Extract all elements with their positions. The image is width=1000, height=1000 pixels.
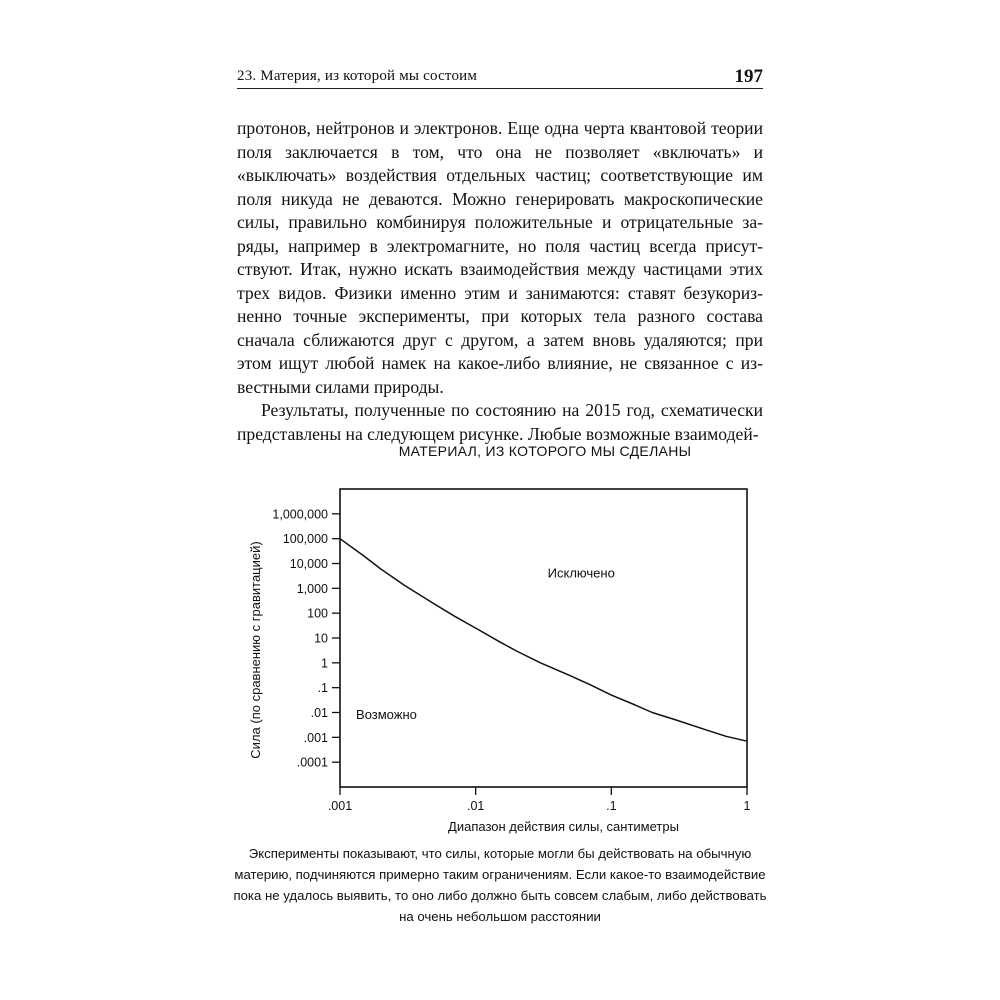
y-tick-label: .1	[317, 681, 328, 696]
y-tick-label: .0001	[296, 755, 328, 770]
y-tick-label: 1,000,000	[272, 507, 328, 522]
y-tick-label: 10,000	[289, 557, 328, 571]
x-axis-label: Диапазон действия силы, сантиметры	[448, 819, 679, 834]
y-tick-label: 100,000	[282, 532, 328, 547]
y-tick-label: 10	[314, 631, 328, 646]
plot-frame	[340, 489, 747, 787]
paragraph: Результаты, полученные по состоянию на 2015 год, схематически представлены на следующем рисунке. Любые возможные взаимодей-	[237, 400, 763, 444]
x-tick-label: 1	[743, 799, 751, 813]
figure-title: МАТЕРИАЛ, ИЗ КОТОРОГО МЫ СДЕЛАНЫ	[398, 443, 692, 459]
figure-caption: Эксперименты показывают, что силы, которые могли бы действовать на обычную материю, подчиняются примерно таким ограничениям. Если какое-то взаимодействие пока не удалось выявить, то оно либо должно быть совсем слабым, либо действовать на очень небольшом расстоянии	[233, 846, 767, 924]
y-axis-label: Сила (по сравнению с гравитацией)	[248, 541, 263, 759]
paragraph: протонов, нейтронов и электронов. Еще одна черта квантовой теории поля заключается в том, что она не позволяет «включать» и «выключать» воздействия отдельных частиц; соответствующие им поля никуда не деваются. Можно генерировать макроскопические силы, правильно комбинируя положительные и отрицательные заряды, например в электромагните, но поля частиц всегда присутствуют. Итак, нужно искать взаимодействия между частицами этих трех видов. Физики именно этим и занимаются: ставят безукоризненно точные эксперименты, при которых тела разного состава сначала сближаются друг с другом, а затем вновь удаляются; при этом ищут любой намек на какое-либо влияние, не связанное с известными силами природы.	[237, 118, 763, 397]
region-label: Возможно	[356, 706, 417, 722]
y-tick-label: 1	[321, 656, 328, 671]
y-tick-label: .001	[303, 730, 328, 745]
y-tick-label: 100	[307, 606, 328, 621]
header-rule	[237, 88, 763, 89]
y-tick-label: 1,000	[296, 581, 328, 596]
x-tick-label: .1	[606, 799, 617, 813]
body-text	[237, 117, 763, 446]
running-title: 23. Материя, из которой мы состоим	[237, 68, 478, 84]
region-label: Исключено	[547, 565, 615, 581]
x-tick-label: .001	[327, 799, 353, 813]
y-tick-label: .01	[310, 706, 328, 720]
page-header	[237, 66, 763, 88]
x-tick-label: .01	[466, 799, 485, 813]
force-range-chart	[230, 470, 770, 840]
page-number: 197	[734, 66, 763, 87]
